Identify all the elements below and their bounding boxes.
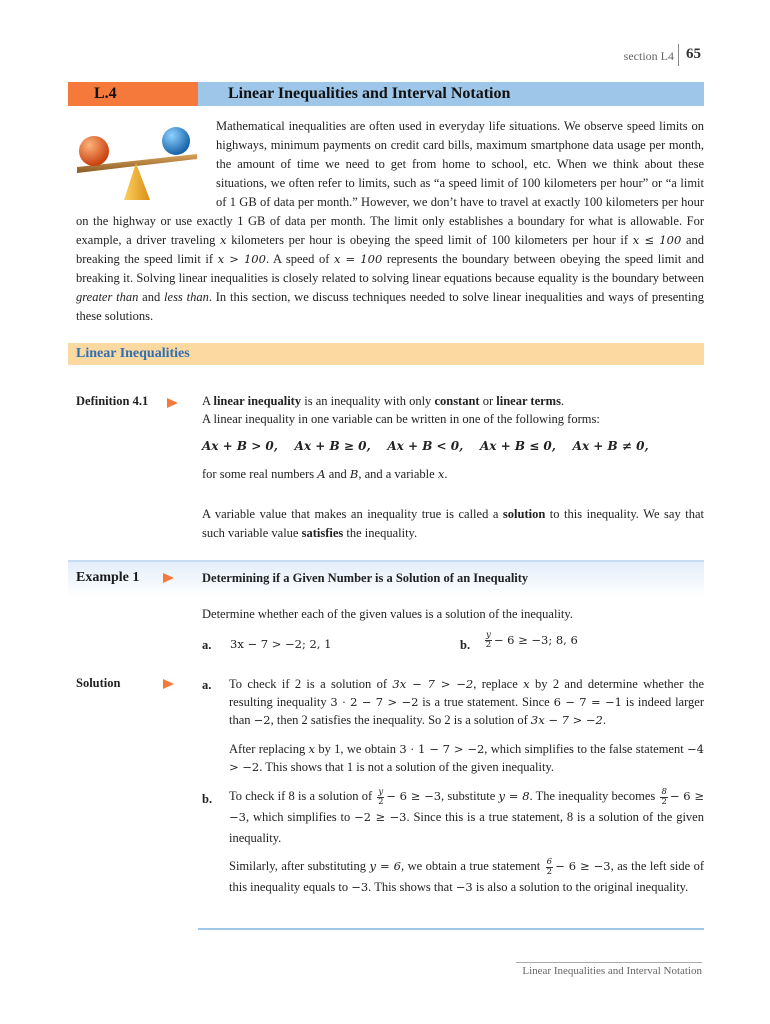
solution-part-a-label: a. [202, 678, 212, 692]
example-part-b-expr: $\frac{y}{2}$ − 6 ≥ −3; 8, 6 [485, 630, 578, 650]
subsection-heading: Linear Inequalities [68, 343, 704, 365]
example-label: Example 1 [76, 570, 140, 585]
section-title: Linear Inequalities and Interval Notation [198, 82, 704, 106]
header-divider [678, 44, 679, 66]
example-arrow-icon [163, 573, 174, 583]
definition-solution-text: A variable value that makes an inequality true is called a solution to this inequality. We say that such variable value satisfies the inequality. [202, 507, 704, 540]
definition-arrow-icon [167, 398, 178, 408]
example-part-b-label: b. [460, 638, 471, 652]
solution-part-b-text: To check if 8 is a solution of $\frac{y}{2}$ − 6 ≥ −3, substitute y = 8. The inequality becomes $\frac{8}{2}$ − 6 ≥ −3, which simplifies to −2 ≥ −3. Since this is a true statement, 8 is a solution of the given inequality. [229, 786, 704, 845]
solution-part-b-label: b. [202, 792, 213, 806]
solution-arrow-icon [163, 679, 174, 689]
example-end-rule [198, 928, 704, 930]
example-title: Determining if a Given Number is a Solution of an Inequality [202, 571, 529, 585]
section-number: L.4 [68, 82, 198, 106]
solution-part-b-text-2: Similarly, after substituting y = 6, we obtain a true statement $\frac{6}{2}$ − 6 ≥ −3, as the left side of this inequality equals to −3. This shows that −3 is also a solution to the original inequality. [229, 856, 705, 894]
solution-part-a-text-2: After replacing x by 1, we obtain 3 · 1 − 7 > −2, which simplifies to the false statement −4 > −2. This shows that 1 is not a solution of the given inequality. [229, 742, 704, 774]
inequality-forms: Ax + B > 0, Ax + B ≥ 0, Ax + B < 0, Ax + B ≤ 0, Ax + B ≠ 0, [202, 439, 649, 453]
example-prompt: Determine whether each of the given values is a solution of the inequality. [202, 607, 573, 621]
running-footer: Linear Inequalities and Interval Notation [522, 965, 702, 977]
solution-part-a-text: To check if 2 is a solution of 3x − 7 > −2, replace x by 2 and determine whether the resulting inequality 3 · 2 − 7 > −2 is a true statement. Since 6 − 7 = −1 is indeed larger than −2, then 2 satisfies the inequality. So 2 is a solution of 3x − 7 > −2. [229, 677, 705, 727]
definition-body: A linear inequality is an inequality with only constant or linear terms. A linear inequality in one variable can be written in one of the following forms: Ax + B > 0, Ax + B ≥ 0, Ax + B < 0, Ax + B ≤ 0, Ax + B ≠ 0, for some real numbers A and B, and a variable x. A variable value that makes an inequality true is called a solution to this inequality. We say that such variable value satisfies the inequality. [202, 392, 704, 543]
running-header-section: section L4 [623, 49, 674, 63]
page-number: 65 [686, 46, 701, 62]
solution-label: Solution [76, 676, 121, 690]
footer-rule [516, 962, 702, 963]
example-part-a-expr: 3x − 7 > −2; 2, 1 [230, 637, 332, 651]
definition-label: Definition 4.1 [76, 394, 149, 408]
intro-paragraph: Mathematical inequalities are often used in everyday life situations. We observe speed limits on highways, minimum payments on credit card bills, maximum smartphone data usage per month, the amount of time we need to get from home to school, etc. When we think about these situations, we often refer to limits, such as “a speed limit of 100 kilometers per hour” or “a limit of 1 GB of data per month.” However, we don’t have to travel at exactly 100 kilometers per hour on the highway or use exactly 1 GB of data per month. The limit only establishes a boundary for what is allowable. For example, a driver traveling x kilometers per hour is obeying the speed limit of 100 kilometers per hour if x ≤ 100 and breaking the speed limit if x > 100. A speed of x = 100 represents the boundary between obeying the speed limit and breaking it. Solving linear inequalities is closely related to solving linear equations because equality is the boundary between greater than and less than. In this section, we discuss techniques needed to solve linear inequalities and ways of presenting these solutions. [76, 119, 704, 323]
example-part-a-label: a. [202, 638, 212, 652]
